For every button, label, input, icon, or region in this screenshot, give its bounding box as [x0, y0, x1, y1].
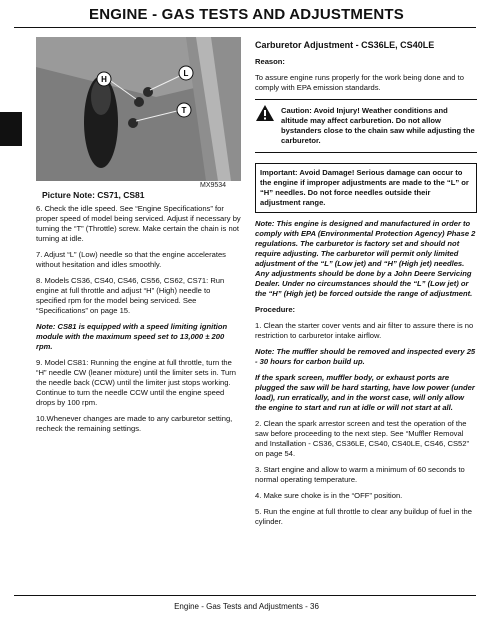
page-footer: Engine - Gas Tests and Adjustments - 36 [174, 602, 319, 611]
label-h: H [101, 75, 107, 84]
caution-box [255, 99, 477, 153]
step-9: 9. Model CS81: Running the engine at full throttle, turn the “H” needle CW (leaner mixture) until the limiter sets in. Turn the needle back (CCW) until the limiter just stops working. Continue to turn the needle CCW until the engine speed drops by 100 rpm. [36, 358, 237, 407]
note-spark-screen: If the spark screen, muffler body, or exhaust ports are plugged the saw will be hard starting, have low power (under load), run erratically, and in the worst case, will only allow the engine to start and run at idle or will not start at all. [255, 373, 475, 412]
warning-icon [255, 104, 275, 122]
right-column [255, 40, 477, 533]
important-box: Important: Avoid Damage! Serious damage can occur to the engine if improper adjustments are made to the “L” or “H” needles. Do not force needles outside their adjustment range. [255, 163, 477, 213]
reason-label: Reason: [255, 57, 285, 66]
procedure-step-5: 5. Run the engine at full throttle to clear any buildup of fuel in the cylinder. [255, 507, 472, 526]
carburetor-photo [36, 37, 241, 181]
section-heading: Carburetor Adjustment - CS36LE, CS40LE [255, 40, 435, 50]
procedure-step-4: 4. Make sure choke is in the “OFF” position. [255, 491, 403, 500]
section-tab [0, 112, 22, 146]
procedure-step-1: 1. Clean the starter cover vents and air filter to assure there is no restriction to carburetor intake airflow. [255, 321, 474, 340]
title-rule [14, 27, 476, 28]
figure-caption: Picture Note: CS71, CS81 [42, 190, 145, 200]
photo-code: MX9534 [200, 182, 227, 189]
left-column [36, 204, 241, 440]
step-6: 6. Check the idle speed. See “Engine Specifications” for proper speed of model being serviced. Adjust if necessary by turning the “T” (Throttle) screw. Make certain the chain is not turning at idle. [36, 204, 241, 243]
note-cs81: Note: CS81 is equipped with a speed limiting ignition module with the maximum speed set to 13,000 ± 200 rpm. [36, 322, 228, 351]
page-title: ENGINE - GAS TESTS AND ADJUSTMENTS [89, 6, 404, 23]
step-10: 10.Whenever changes are made to any carburetor setting, recheck the remaining settings. [36, 414, 233, 433]
label-l: L [183, 69, 189, 78]
step-7: 7. Adjust “L” (Low) needle so that the engine accelerates without hesitation and idles smoothly. [36, 250, 226, 269]
caution-text: Caution: Avoid Injury! Weather conditions and altitude may affect carburetion. Do not allow bystanders close to the chain saw while adjusting the carburetor. [281, 106, 475, 145]
procedure-step-3: 3. Start engine and allow to warm a minimum of 60 seconds to normal operating temperature. [255, 465, 465, 484]
note-muffler: Note: The muffler should be removed and inspected every 25 - 30 hours for carbon build up. [255, 347, 476, 366]
footer-rule [14, 595, 476, 596]
procedure-label: Procedure: [255, 305, 296, 314]
step-8: 8. Models CS36, CS40, CS46, CS56, CS62, CS71: Run engine at full throttle and adjust “H” (High) needle to specified rpm for the model being serviced. See “Specifications” on page 15. [36, 276, 225, 315]
procedure-step-2: 2. Clean the spark arrestor screen and test the operation of the saw before proceeding to the next step. See “Muffler Removal and Installation - CS36, CS36LE, CS40, CS40LE, CS46, CS52” on page 54. [255, 419, 470, 458]
note-epa: Note: This engine is designed and manufactured in order to comply with EPA (Environmental Protection Agency) Phase 2 regulations. The carburetor is factory set and should not require adjusting. The carburetor will permit only limited adjustment of the “L” (Low jet) and “H” (High jet) needles. Any adjustments should be done by a John Deere Servicing Dealer. Under no circumstances should the “L” (Low jet) or the “H” (High jet) be forced outside the range of adjustment. [255, 219, 476, 298]
label-t: T [181, 106, 187, 115]
reason-text: To assure engine runs properly for the work being done and to comply with EPA emission standards. [255, 73, 464, 92]
